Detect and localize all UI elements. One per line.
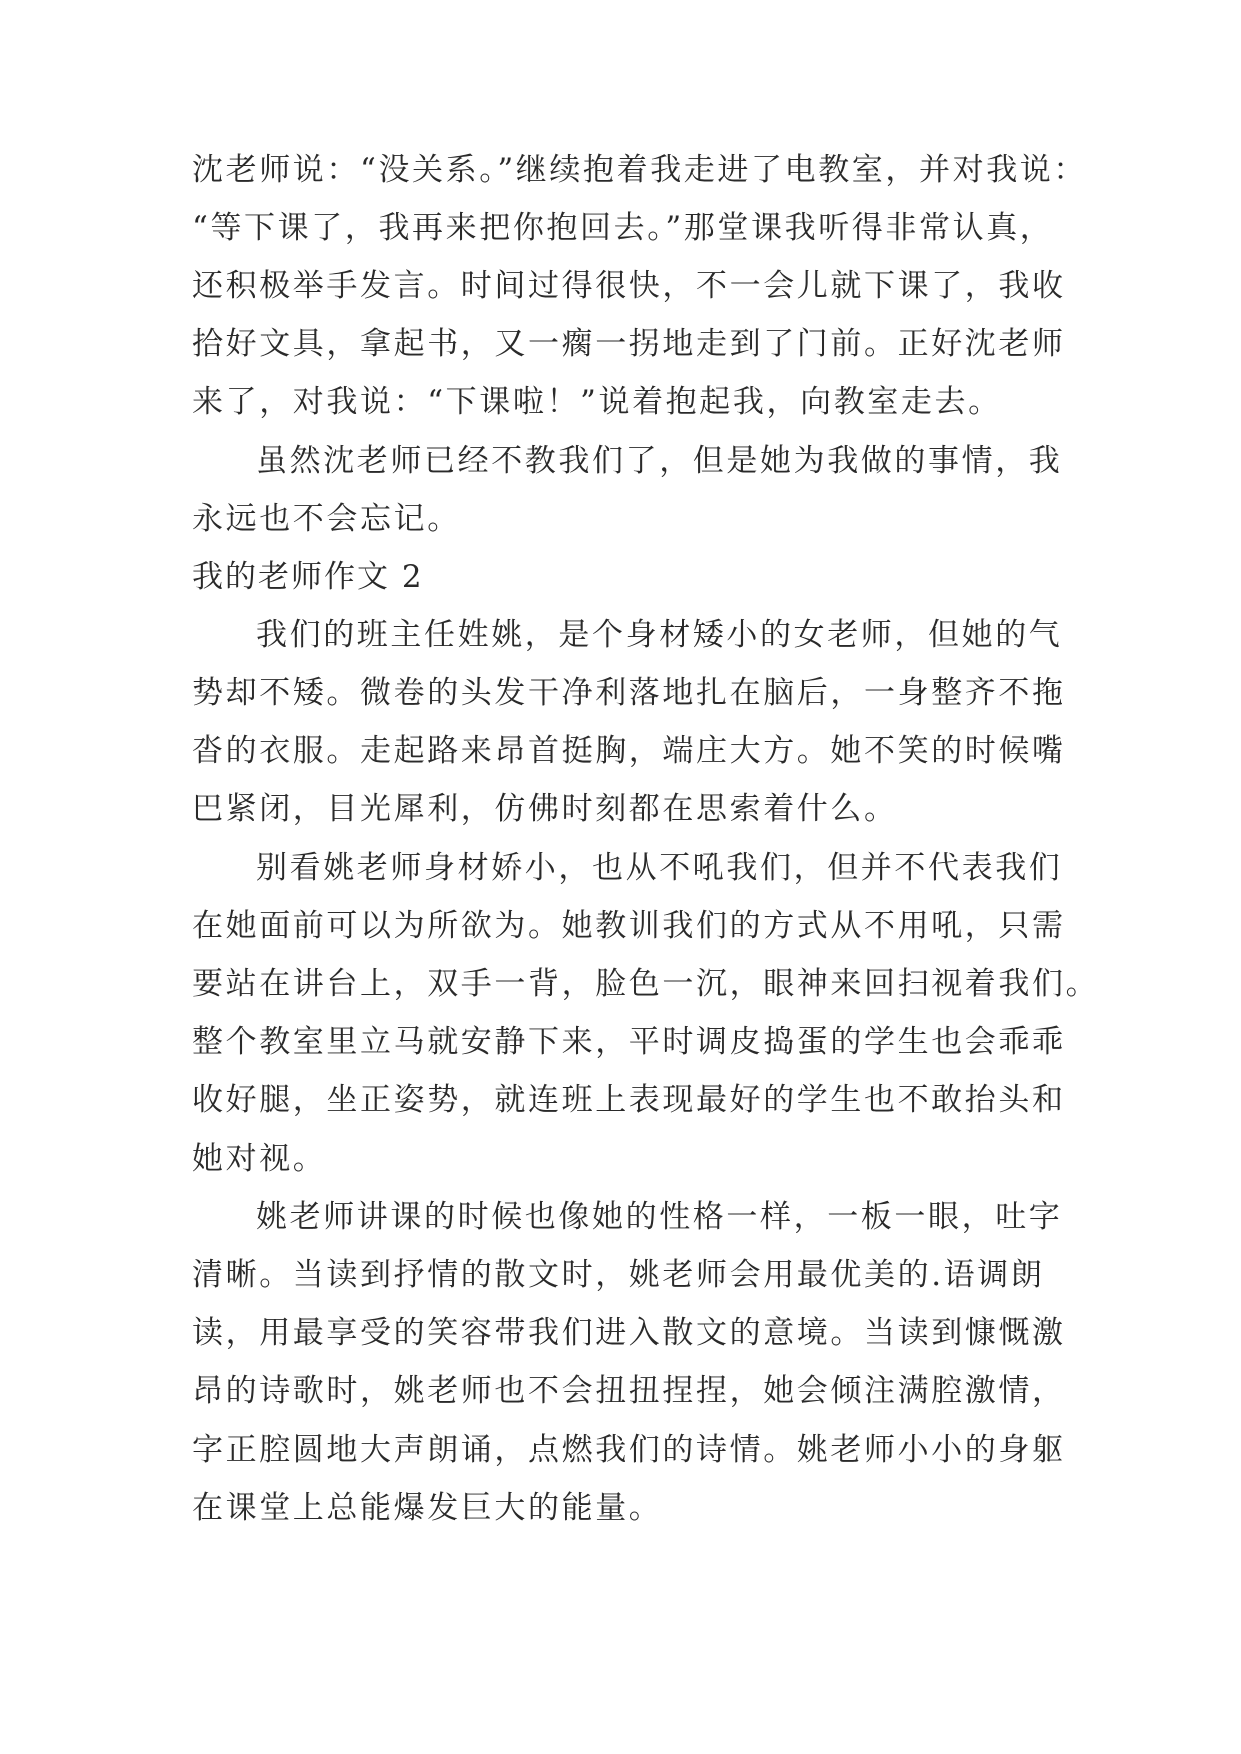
section-heading: 我的老师作文 2 xyxy=(192,559,424,595)
paragraph-first-line: 虽然沈老师已经不教我们了，但是她为我做的事情，我 xyxy=(256,443,1063,479)
text-line: 要站在讲台上，双手一背，脸色一沉，眼神来回扫视着我们。 xyxy=(192,966,1100,1002)
text-line: 她对视。 xyxy=(192,1141,327,1177)
paragraph-first-line: 别看姚老师身材娇小，也从不吼我们，但并不代表我们 xyxy=(256,850,1063,886)
text-line: 字正腔圆地大声朗诵，点燃我们的诗情。姚老师小小的身躯 xyxy=(192,1432,1066,1468)
text-line: 拾好文具，拿起书，又一瘸一拐地走到了门前。正好沈老师 xyxy=(192,326,1066,362)
text-line: 清晰。当读到抒情的散文时，姚老师会用最优美的.语调朗 xyxy=(192,1257,1045,1293)
text-line: 永远也不会忘记。 xyxy=(192,501,461,537)
paragraph-first-line: 姚老师讲课的时候也像她的性格一样，一板一眼，吐字 xyxy=(256,1199,1063,1235)
text-line: 巴紧闭，目光犀利，仿佛时刻都在思索着什么。 xyxy=(192,791,898,827)
text-line: 在她面前可以为所欲为。她教训我们的方式从不用吼，只需 xyxy=(192,908,1066,944)
text-line: “等下课了，我再来把你抱回去。”那堂课我听得非常认真， xyxy=(192,210,1054,246)
text-line: 昂的诗歌时，姚老师也不会扭扭捏捏，她会倾注满腔激情， xyxy=(192,1373,1066,1409)
text-line: 来了，对我说：“下课啦！”说着抱起我，向教室走去。 xyxy=(192,384,1002,420)
text-line: 沓的衣服。走起路来昂首挺胸，端庄大方。她不笑的时候嘴 xyxy=(192,733,1066,769)
text-line: 整个教室里立马就安静下来，平时调皮捣蛋的学生也会乖乖 xyxy=(192,1024,1066,1060)
text-line: 还积极举手发言。时间过得很快，不一会儿就下课了，我收 xyxy=(192,268,1066,304)
text-line: 读，用最享受的笑容带我们进入散文的意境。当读到慷慨激 xyxy=(192,1315,1066,1351)
paragraph-first-line: 我们的班主任姓姚，是个身材矮小的女老师，但她的气 xyxy=(256,617,1063,653)
text-line: 在课堂上总能爆发巨大的能量。 xyxy=(192,1490,663,1526)
text-line: 收好腿，坐正姿势，就连班上表现最好的学生也不敢抬头和 xyxy=(192,1082,1066,1118)
text-line: 沈老师说：“没关系。”继续抱着我走进了电教室，并对我说： xyxy=(192,152,1087,188)
text-line: 势却不矮。微卷的头发干净利落地扎在脑后，一身整齐不拖 xyxy=(192,675,1066,711)
